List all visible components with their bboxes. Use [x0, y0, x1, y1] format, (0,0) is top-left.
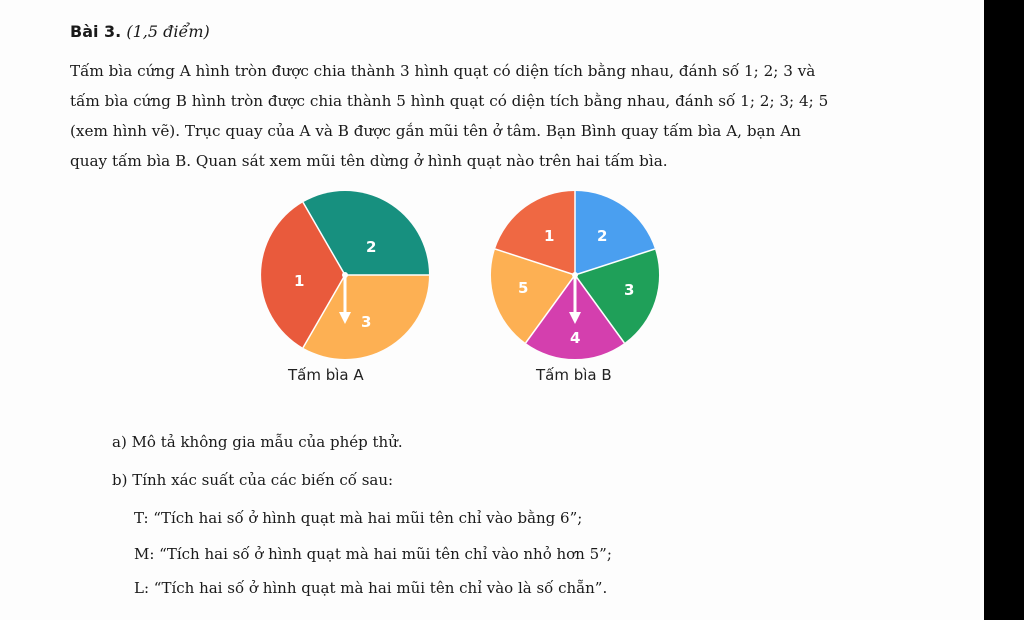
disc-b-label-1: 1	[544, 227, 555, 245]
disc-a-caption: Tấm bìa A	[288, 366, 364, 384]
disc-b-label-5: 5	[518, 279, 529, 297]
statement-line-4: quay tấm bìa B. Quan sát xem mũi tên dừng ở hình quạt nào trên hai tấm bìa.	[70, 152, 668, 170]
question-a: a) Mô tả không gia mẫu của phép thử.	[112, 433, 403, 451]
question-b: b) Tính xác suất của các biến cố sau:	[112, 471, 394, 489]
spinner-figure	[250, 190, 690, 400]
disc-a-label-2: 2	[366, 238, 377, 256]
disc-b-caption: Tấm bìa B	[536, 366, 612, 384]
disc-b	[491, 191, 659, 359]
statement-line-1: Tấm bìa cứng A hình tròn được chia thành 3 hình quạt có diện tích bằng nhau, đánh số 1; 2; 3 và	[70, 62, 816, 80]
disc-a	[261, 191, 429, 359]
exercise-heading	[70, 22, 210, 41]
event-l: L: “Tích hai số ở hình quạt mà hai mũi tên chỉ vào là số chẵn”.	[134, 579, 608, 597]
exercise-points: (1,5 điểm)	[126, 22, 210, 41]
statement-line-3: (xem hình vẽ). Trục quay của A và B được gắn mũi tên ở tâm. Bạn Bình quay tấm bìa A, bạn An	[70, 122, 801, 140]
disc-a-label-1: 1	[294, 272, 305, 290]
disc-a-label-3: 3	[361, 313, 372, 331]
disc-b-label-3: 3	[624, 281, 635, 299]
statement-line-2: tấm bìa cứng B hình tròn được chia thành 5 hình quạt có diện tích bằng nhau, đánh số 1; 2; 3; 4; 5	[70, 92, 829, 110]
screen-edge-bar	[984, 0, 1024, 620]
spinner-drawing	[250, 190, 690, 365]
disc-b-label-2: 2	[597, 227, 608, 245]
event-t: T: “Tích hai số ở hình quạt mà hai mũi tên chỉ vào bằng 6”;	[134, 509, 583, 527]
problem-statement	[70, 56, 860, 176]
exercise-number: Bài 3.	[70, 22, 122, 41]
disc-b-label-4: 4	[570, 329, 581, 347]
event-m: M: “Tích hai số ở hình quạt mà hai mũi tên chỉ vào nhỏ hơn 5”;	[134, 545, 612, 563]
